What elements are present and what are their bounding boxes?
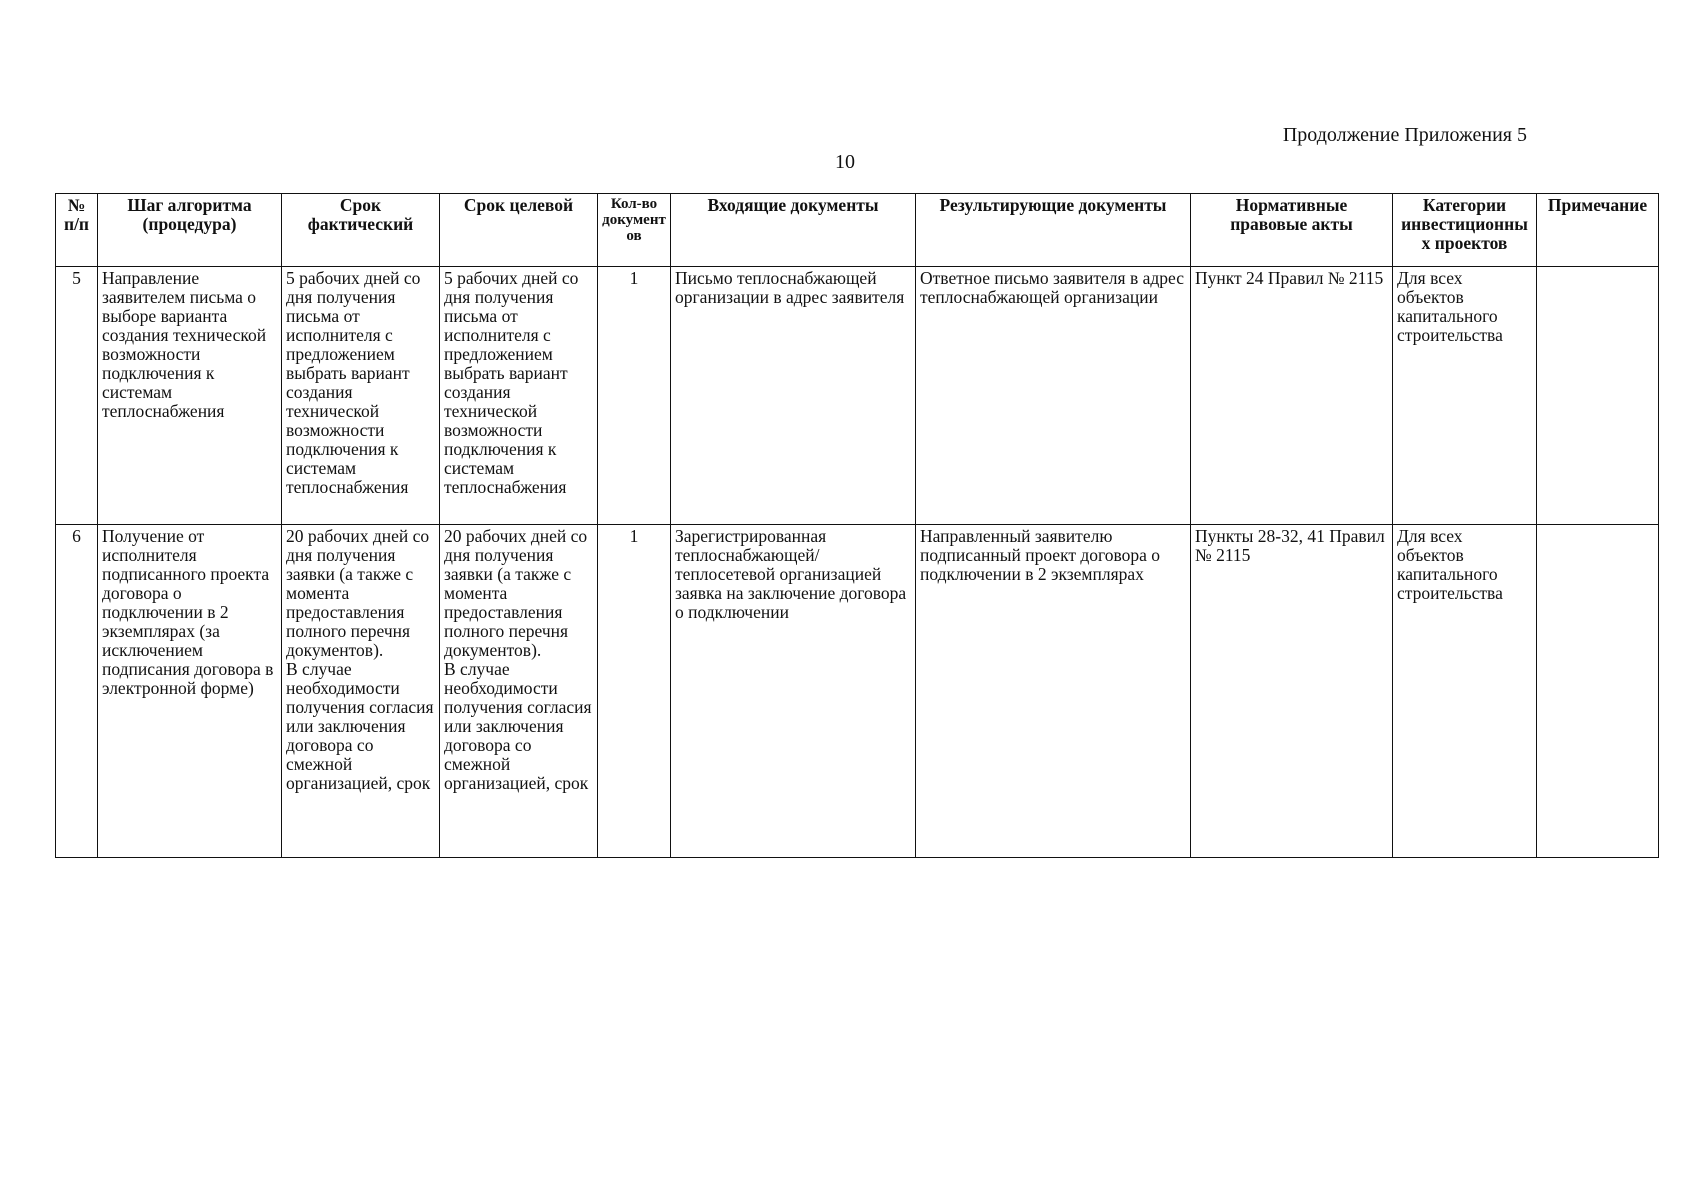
cell-legal-acts: Пункты 28-32, 41 Правил № 2115 [1191,525,1393,858]
cell-target-term: 5 рабочих дней со дня получения письма от исполнителя с предложением выбрать вариант создания технической возможности подключения к системам теплоснабжения [440,267,598,525]
algorithm-table [55,193,1659,858]
col-header-target-term: Срок целевой [440,194,598,267]
cell-note [1537,525,1659,858]
cell-note [1537,267,1659,525]
col-header-actual-term: Срок фактический [282,194,440,267]
cell-categories: Для всех объектов капитального строительства [1393,525,1537,858]
cell-step: Направление заявителем письма о выборе варианта создания технической возможности подключения к системам теплоснабжения [98,267,282,525]
cell-actual-term: 20 рабочих дней со дня получения заявки (а также с момента предоставления полного перечня документов). В случае необходимости получения согласия или заключения договора со смежной организацией, срок [282,525,440,858]
col-header-step: Шаг алгоритма (процедура) [98,194,282,267]
cell-num: 6 [56,525,98,858]
cell-actual-term: 5 рабочих дней со дня получения письма от исполнителя с предложением выбрать вариант создания технической возможности подключения к системам теплоснабжения [282,267,440,525]
cell-legal-acts: Пункт 24 Правил № 2115 [1191,267,1393,525]
cell-incoming-docs: Зарегистрированная теплоснабжающей/теплосетевой организацией заявка на заключение договора о подключении [671,525,916,858]
continuation-title: Продолжение Приложения 5 [1282,124,1527,146]
cell-doc-count: 1 [598,267,671,525]
page-number: 10 [835,151,855,173]
col-header-num: № п/п [56,194,98,267]
cell-target-term: 20 рабочих дней со дня получения заявки (а также с момента предоставления полного перечня документов). В случае необходимости получения согласия или заключения договора со смежной организацией, срок [440,525,598,858]
cell-num: 5 [56,267,98,525]
cell-incoming-docs: Письмо теплоснабжающей организации в адрес заявителя [671,267,916,525]
table-row [56,267,1659,525]
col-header-result-docs: Результирующие документы [916,194,1191,267]
cell-step: Получение от исполнителя подписанного проекта договора о подключении в 2 экземплярах (за исключением подписания договора в электронной форме) [98,525,282,858]
col-header-doc-count: Кол-во документов [598,194,671,267]
cell-doc-count: 1 [598,525,671,858]
col-header-legal-acts: Нормативные правовые акты [1191,194,1393,267]
table-header-row [56,194,1659,267]
cell-result-docs: Направленный заявителю подписанный проект договора о подключении в 2 экземплярах [916,525,1191,858]
col-header-incoming-docs: Входящие документы [671,194,916,267]
cell-result-docs: Ответное письмо заявителя в адрес теплоснабжающей организации [916,267,1191,525]
col-header-categories: Категории инвестиционных проектов [1393,194,1537,267]
cell-categories: Для всех объектов капитального строительства [1393,267,1537,525]
table-row [56,525,1659,858]
col-header-note: Примечание [1537,194,1659,267]
